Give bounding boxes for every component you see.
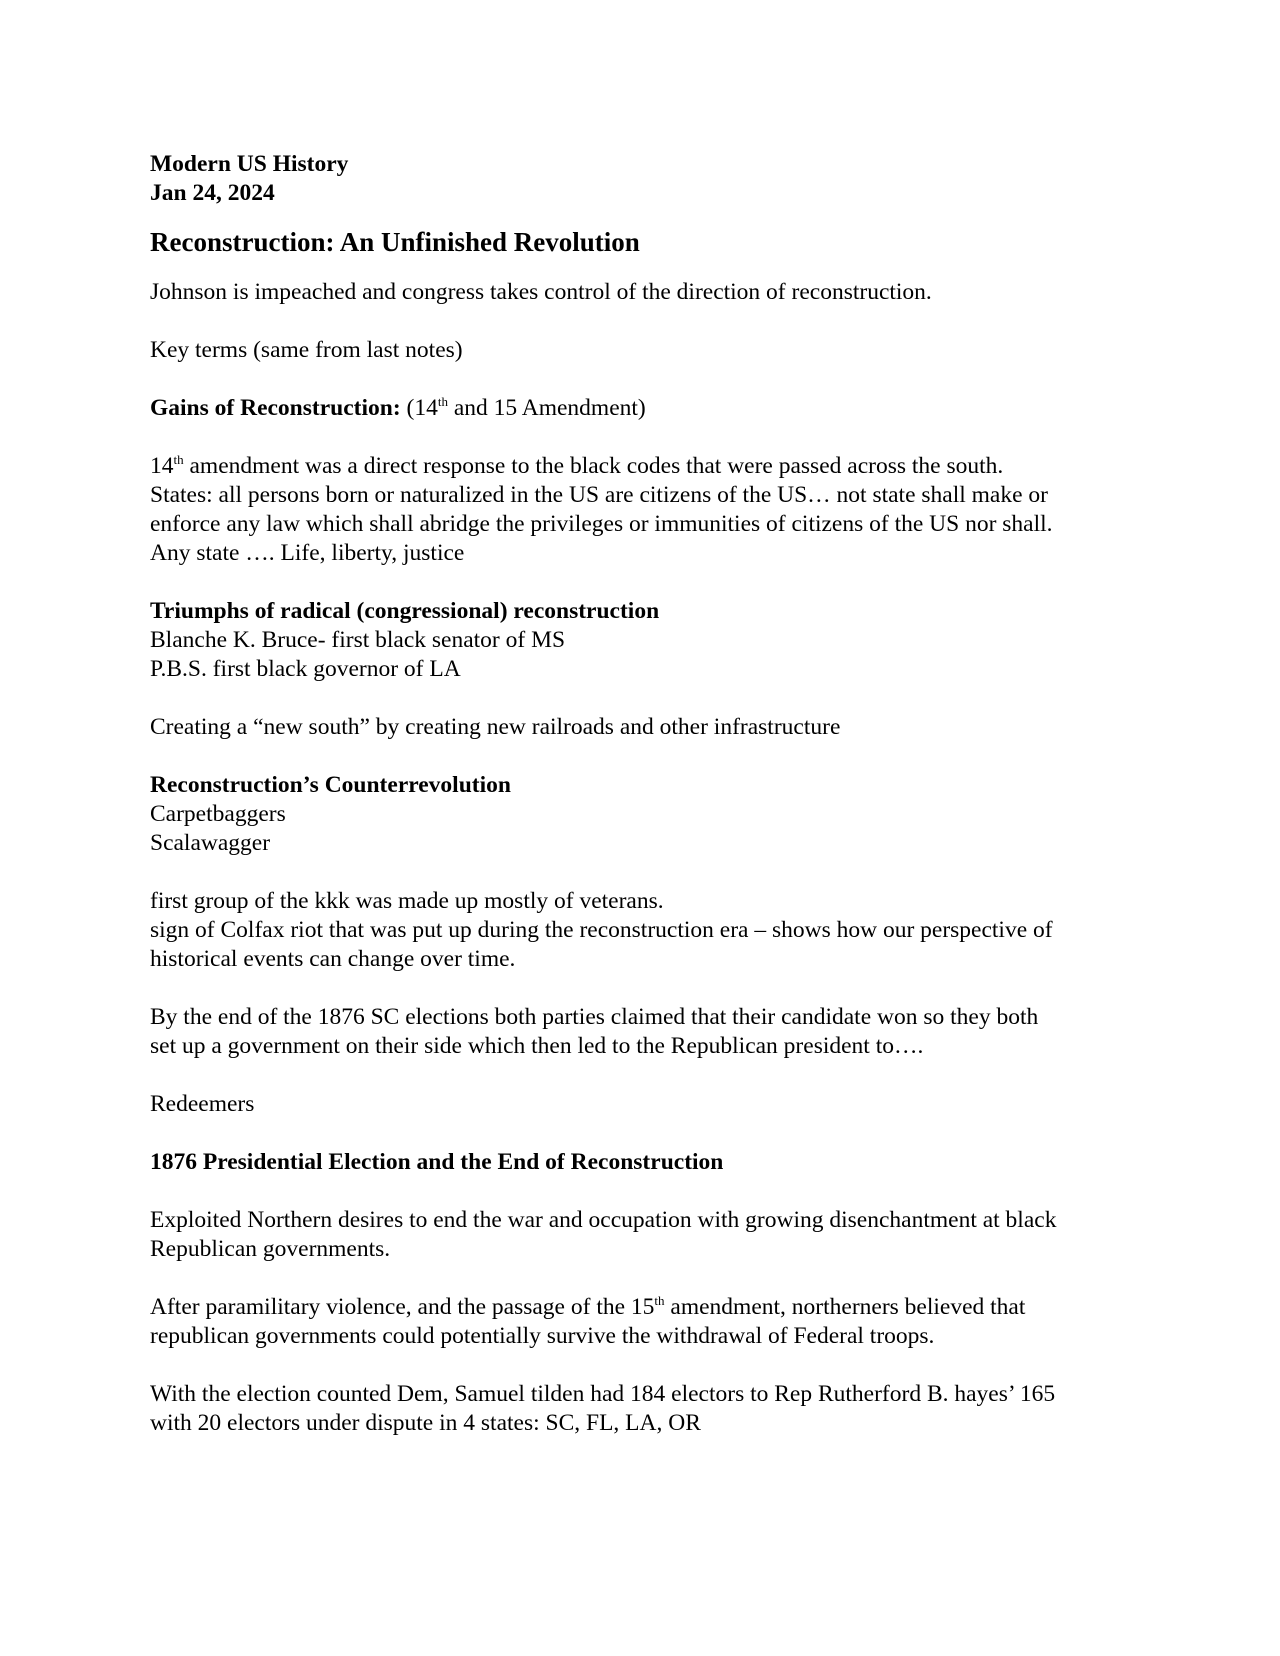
election-p2-line-1 (150, 1293, 1150, 1322)
counterrevolution-item-1: Carpetbaggers (150, 801, 286, 827)
course-name: Modern US History (150, 151, 349, 177)
election-p3-line-1: With the election counted Dem, Samuel tilden had 184 electors to Rep Rutherford B. hayes’ 165 (150, 1381, 1056, 1407)
redeemers-line: Redeemers (150, 1091, 255, 1117)
gains-line (150, 394, 1150, 423)
spacer (150, 1264, 1150, 1293)
fourteenth-line-2: States: all persons born or naturalized in the US are citizens of the US… not state shall make or (150, 482, 1048, 508)
gains-paren-b: and 15 Amendment) (447, 395, 646, 421)
triumphs-heading: Triumphs of radical (congressional) reconstruction (150, 598, 660, 624)
election-heading: 1876 Presidential Election and the End of Reconstruction (150, 1149, 724, 1175)
counterrevolution-item-2: Scalawagger (150, 830, 271, 856)
election-p2-sup: th (654, 1293, 665, 1308)
fourteenth-line-4: Any state …. Life, liberty, justice (150, 540, 465, 566)
election-p1-line-1: Exploited Northern desires to end the war and occupation with growing disenchantment at black (150, 1207, 1057, 1233)
sc-line-2: set up a government on their side which then led to the Republican president to…. (150, 1033, 924, 1059)
fourteenth-line-1-rest: amendment was a direct response to the black codes that were passed across the south. (183, 453, 1004, 479)
fourteenth-line-1 (150, 452, 1150, 481)
intro-line-1: Johnson is impeached and congress takes control of the direction of reconstruction. (150, 279, 932, 305)
spacer (150, 858, 1150, 887)
counterrevolution-heading: Reconstruction’s Counterrevolution (150, 772, 511, 798)
spacer (150, 742, 1150, 771)
new-south-line: Creating a “new south” by creating new railroads and other infrastructure (150, 714, 841, 740)
spacer (150, 1119, 1150, 1148)
triumphs-item-2: P.B.S. first black governor of LA (150, 656, 461, 682)
gains-paren-sup: th (437, 394, 448, 409)
spacer (150, 568, 1150, 597)
kkk-line-2: sign of Colfax riot that was put up during the reconstruction era – shows how our perspective of (150, 917, 1053, 943)
kkk-line-3: historical events can change over time. (150, 946, 516, 972)
election-p1-line-2: Republican governments. (150, 1236, 391, 1262)
fourteenth-line-3: enforce any law which shall abridge the privileges or immunities of citizens of the US nor shall. (150, 511, 1053, 537)
spacer (150, 1351, 1150, 1380)
spacer (150, 423, 1150, 452)
intro-line-2: Key terms (same from last notes) (150, 337, 463, 363)
sc-line-1: By the end of the 1876 SC elections both parties claimed that their candidate won so they both (150, 1004, 1039, 1030)
notes-date: Jan 24, 2024 (150, 180, 275, 206)
kkk-line-1: first group of the kkk was made up mostly of veterans. (150, 888, 664, 914)
spacer (150, 684, 1150, 713)
fourteenth-num: 14 (150, 453, 174, 479)
gains-paren-a: (14 (406, 395, 438, 421)
election-p3-line-2: with 20 electors under dispute in 4 states: SC, FL, LA, OR (150, 1410, 701, 1436)
spacer (150, 307, 1150, 336)
page-title: Reconstruction: An Unfinished Revolution (150, 227, 640, 257)
document-page (150, 150, 1150, 1438)
spacer (150, 1177, 1150, 1206)
spacer (150, 1061, 1150, 1090)
fourteenth-sup: th (173, 452, 184, 467)
spacer (150, 365, 1150, 394)
election-p2-b: amendment, northerners believed that (664, 1294, 1026, 1320)
gains-heading: Gains of Reconstruction: (150, 395, 401, 421)
triumphs-item-1: Blanche K. Bruce- first black senator of MS (150, 627, 566, 653)
election-p2-a: After paramilitary violence, and the passage of the 15 (150, 1294, 655, 1320)
spacer (150, 974, 1150, 1003)
election-p2-line-2: republican governments could potentially survive the withdrawal of Federal troops. (150, 1323, 935, 1349)
